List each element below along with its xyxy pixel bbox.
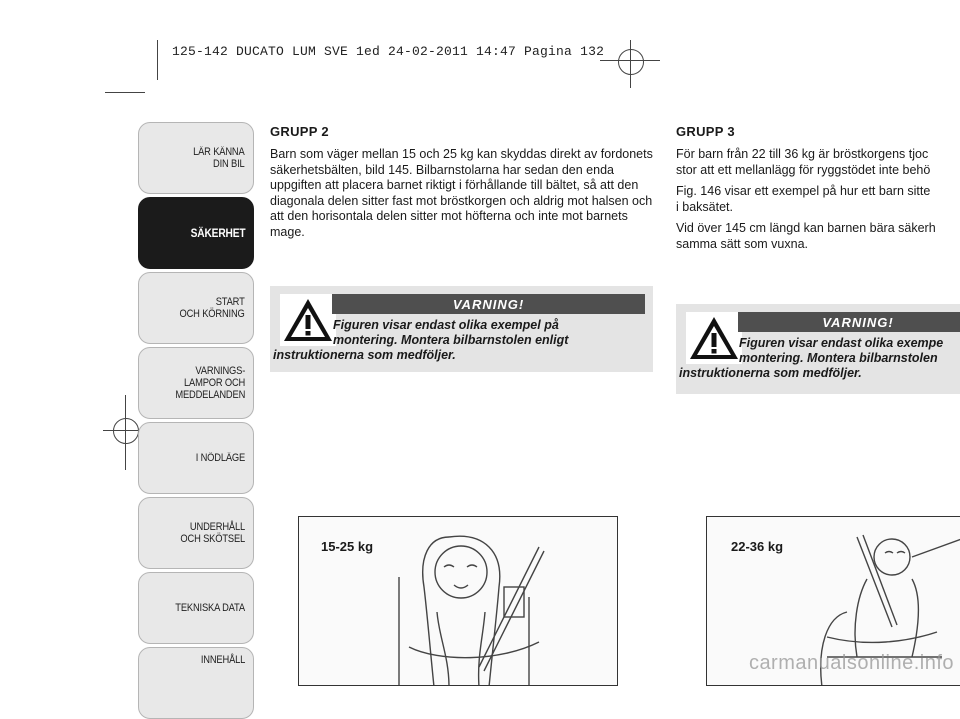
warning-line-1: Figuren visar endast olika exempe: [739, 336, 944, 350]
sidebar-tab-varningslampor[interactable]: VARNINGS- LAMPOR OCH MEDDELANDEN: [138, 347, 254, 419]
sidebar-tab-tekniska-data[interactable]: TEKNISKA DATA: [138, 572, 254, 644]
group-3-p1-line1: För barn från 22 till 36 kg är bröstkorgens tjoc: [676, 147, 929, 161]
warning-icon-box: [280, 294, 336, 346]
group-3-p2-line1: Fig. 146 visar ett exempel på hur ett barn sitte: [676, 184, 931, 198]
warning-box-right: [676, 304, 960, 394]
warning-line-1: Figuren visar endast olika exempel på: [333, 318, 559, 332]
group-2-paragraph: Barn som väger mellan 15 och 25 kg kan skyddas direkt av fordonets säkerhetsbälten, bild 145. Bilbarnstolarna har sedan den enda uppgiften att placera barnet riktigt i förhållande till bältet, så att den diagonala delen sitter fast mot bröstkorgen och aldrig mot halsen och att den horisontala delen sitter mot höfterna och inte mot barnets mage.: [270, 147, 653, 239]
child-seat-illustration: [299, 517, 618, 686]
right-column: [676, 124, 960, 252]
watermark: carmanualsonline.info: [748, 652, 954, 674]
figure-145: [298, 516, 618, 686]
warning-triangle-icon: [280, 294, 336, 346]
sidebar-tab-start[interactable]: START OCH KÖRNING: [138, 272, 254, 344]
sidebar-tab-innehall[interactable]: INNEHÅLL: [138, 647, 254, 719]
figure-label: 22-36 kg: [731, 539, 784, 554]
warning-icon-box: [686, 312, 742, 364]
sidebar-tab-underhall[interactable]: UNDERHÅLL OCH SKÖTSEL: [138, 497, 254, 569]
warning-title-bar: VARNING!: [738, 312, 960, 332]
sidebar-tab-sakerhet[interactable]: SÄKERHET: [138, 197, 254, 269]
warning-title-bar: VARNING!: [332, 294, 645, 314]
warning-line-2: montering. Montera bilbarnstolen: [739, 351, 938, 365]
registration-mark: [113, 418, 139, 444]
group-3-p1-line2: stor att ett mellanlägg för ryggstödet inte behö: [676, 162, 931, 177]
warning-line-3: instruktionerna som medföljer.: [273, 348, 456, 362]
warning-triangle-icon: [686, 312, 742, 364]
group-3-heading: GRUPP 3: [676, 124, 735, 139]
warning-line-2: montering. Montera bilbarnstolen enligt: [333, 333, 569, 347]
group-3-p2-line2: i baksätet.: [676, 199, 733, 214]
sidebar-tab-i-nodlage[interactable]: I NÖDLÄGE: [138, 422, 254, 494]
warning-box-left: [270, 286, 653, 372]
group-2-heading: GRUPP 2: [270, 124, 329, 139]
group-3-p3-line2: samma sätt som vuxna.: [676, 236, 808, 251]
group-3-p3-line1: Vid över 145 cm längd kan barnen bära säkerh: [676, 221, 936, 235]
registration-mark: [618, 49, 644, 75]
crop-line: [105, 92, 145, 93]
crop-line: [157, 40, 158, 80]
figure-label: 15-25 kg: [321, 539, 374, 554]
crop-header: 125-142 DUCATO LUM SVE 1ed 24-02-2011 14:47 Pagina 132: [172, 44, 605, 59]
warning-line-3: instruktionerna som medföljer.: [679, 366, 862, 380]
sidebar-tab-lar-kanna[interactable]: LÄR KÄNNA DIN BIL: [138, 122, 254, 194]
left-column: [270, 124, 655, 246]
